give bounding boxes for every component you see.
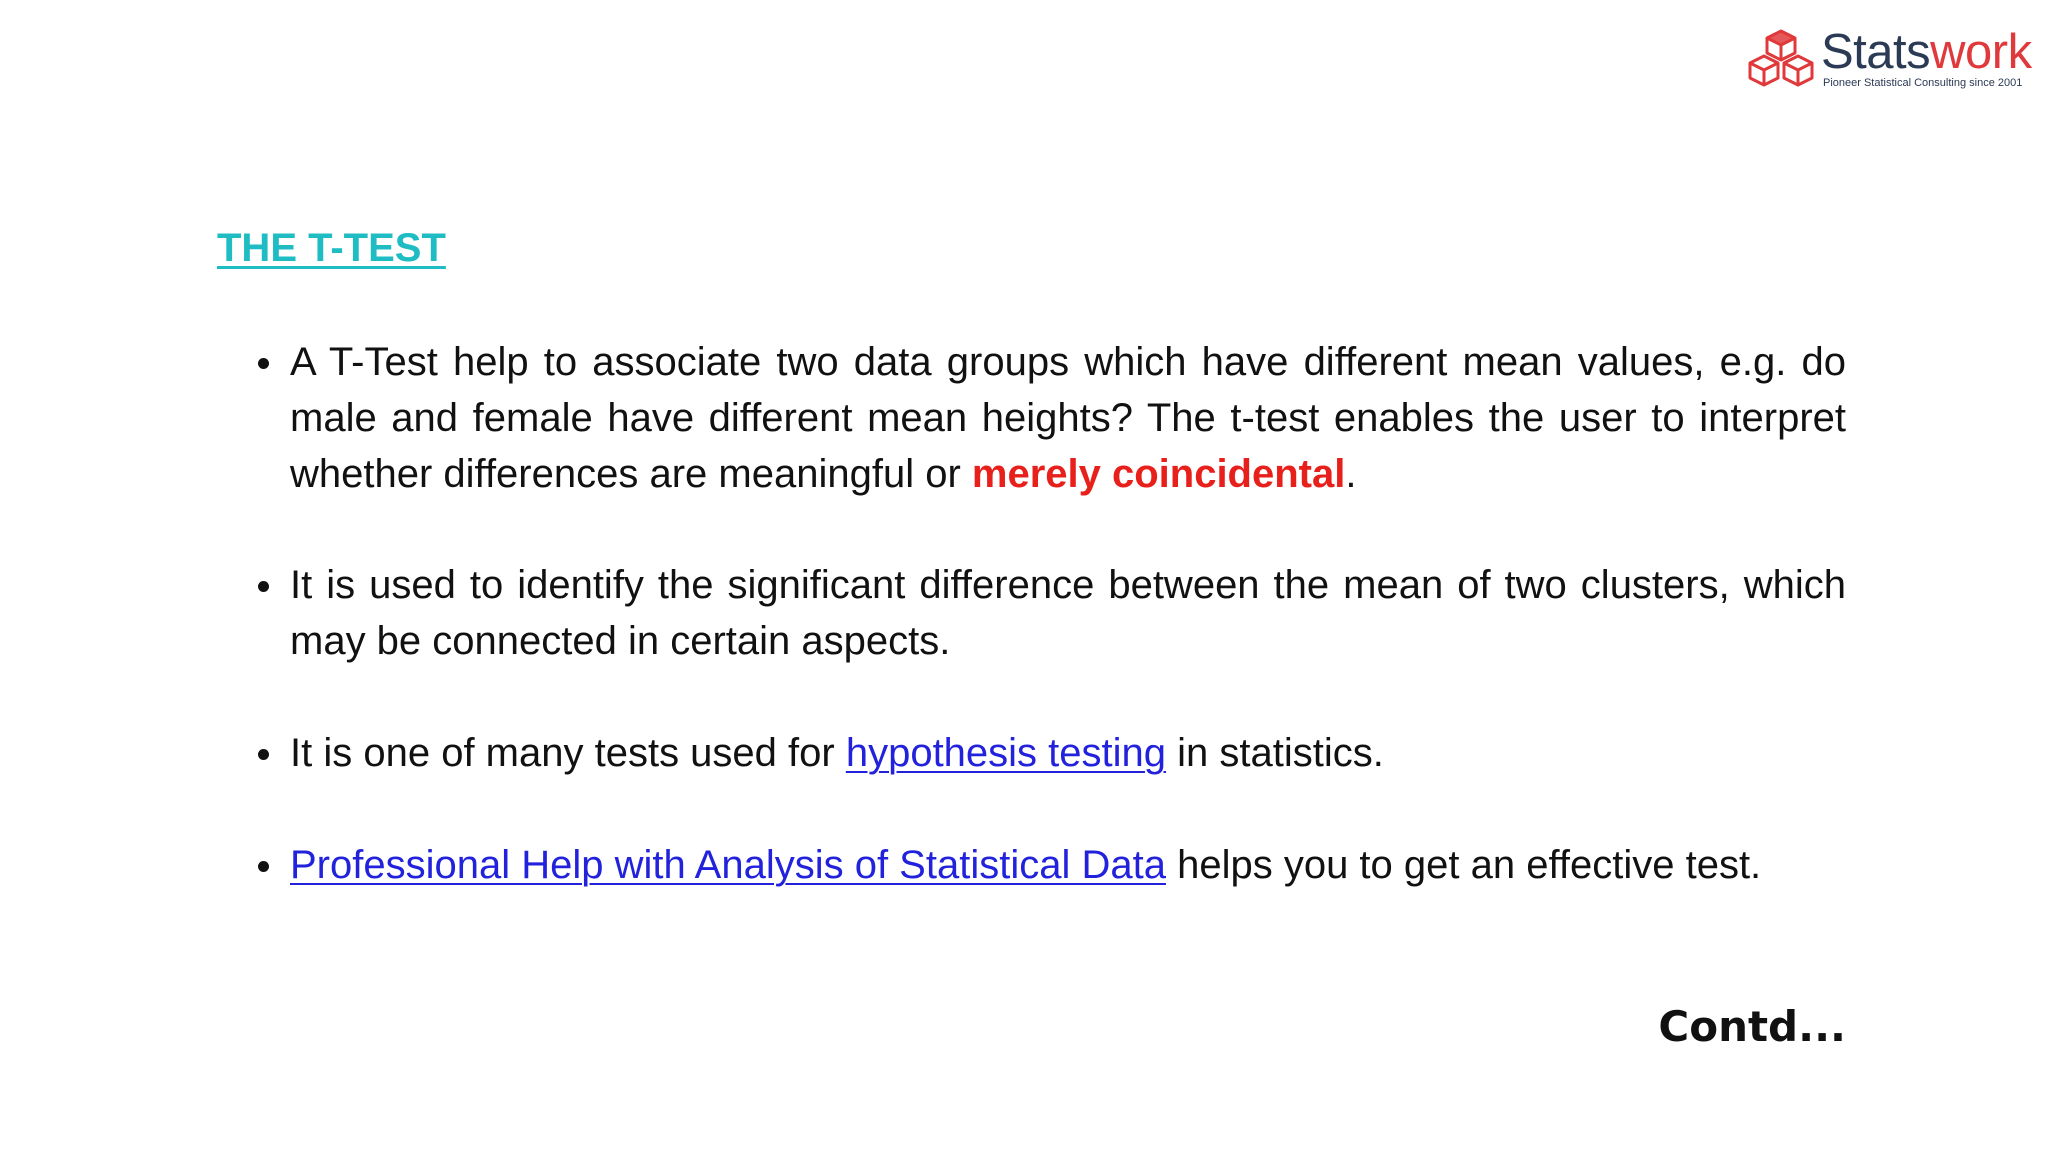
bullet-text: It is one of many tests used for [290, 731, 846, 775]
page-title: THE T-TEST [217, 226, 446, 270]
bullet-text-end: in statistics. [1166, 731, 1384, 775]
bullet-item-purpose [290, 557, 1846, 669]
bullet-text-end: . [1345, 452, 1357, 496]
bullet-dot-icon [258, 749, 269, 760]
professional-help-link[interactable]: Professional Help with Analysis of Statistical Data [290, 843, 1166, 887]
continued-label: Contd... [1658, 1002, 1846, 1051]
logo-tagline: Pioneer Statistical Consulting since 2001 [1823, 77, 2023, 89]
bullet-item-hypothesis [290, 725, 1846, 781]
bullet-dot-icon [258, 358, 269, 369]
bullet-dot-icon [258, 581, 269, 592]
bullet-item-definition [290, 334, 1846, 502]
bullet-dot-icon [258, 861, 269, 872]
logo-word-work: work [1930, 25, 2032, 79]
bullet-text: It is used to identify the significant difference between the mean of two clusters, which may be connected in certain aspects. [290, 563, 1846, 663]
logo-word-stats: Stats [1821, 25, 1931, 79]
bullet-text-end: helps you to get an effective test. [1165, 843, 1762, 887]
highlight-text: merely coincidental [971, 452, 1346, 496]
hypothesis-testing-link[interactable]: hypothesis testing [845, 731, 1167, 775]
bullet-item-professional-help [290, 837, 1846, 893]
bullet-text: A T-Test help to associate two data groups which have different mean values, e.g. do male and female have different mean heights? The t-test enables the user to interpret whether differences are meaningful or [290, 340, 1846, 496]
